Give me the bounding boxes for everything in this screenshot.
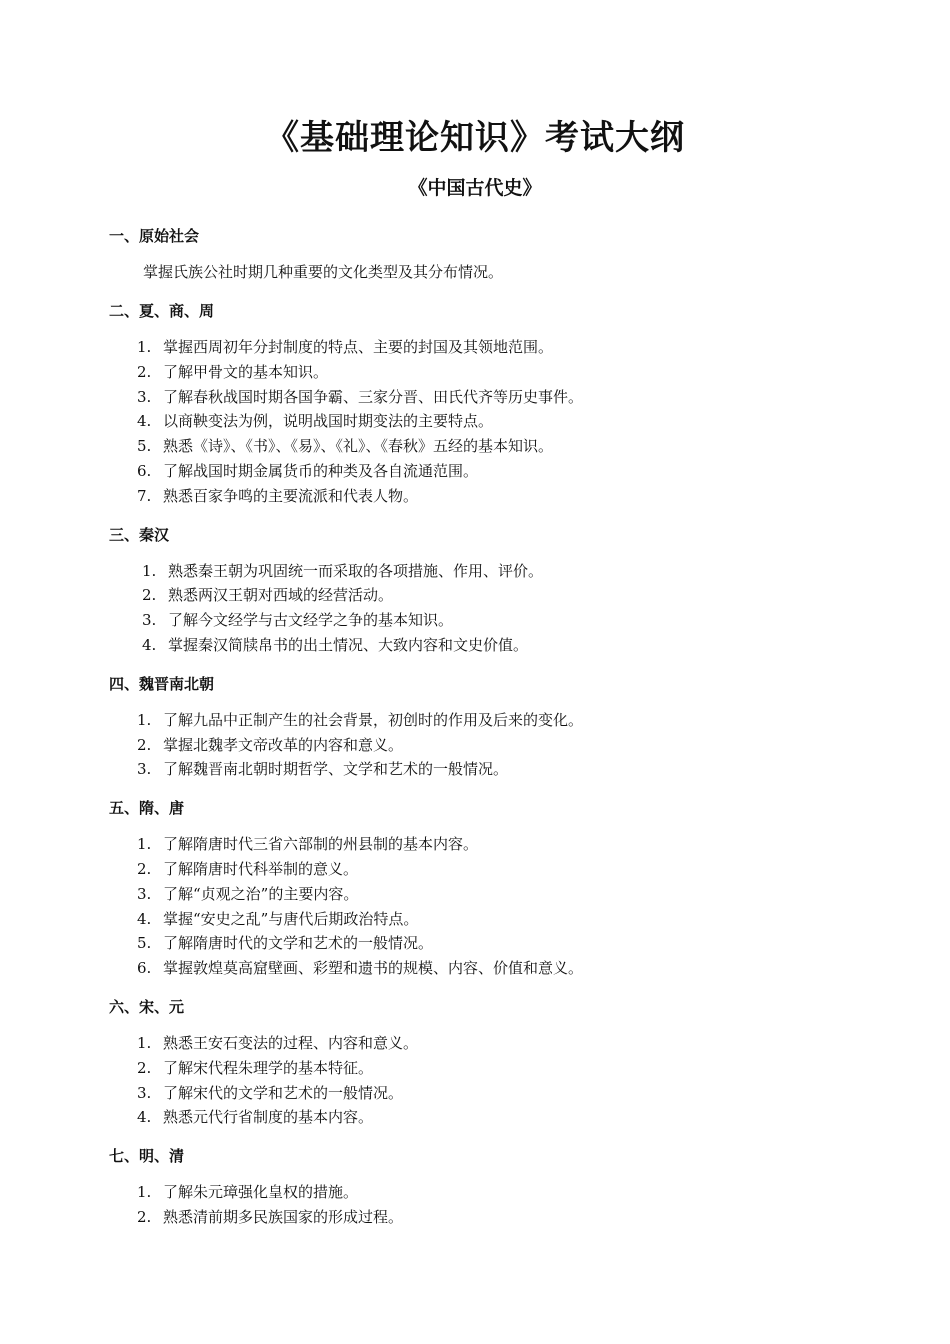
- item-number: 1.: [137, 338, 152, 356]
- item-text: 了解“贞观之治”的主要内容。: [163, 884, 359, 903]
- section-sui-tang: [109, 796, 849, 981]
- item-number: 1.: [137, 710, 152, 729]
- item-text: 了解甲骨文的基本知识。: [163, 362, 329, 381]
- item-text: 了解今文经学与古文经学之争的基本知识。: [168, 611, 454, 630]
- list-item: [137, 459, 849, 484]
- list-item: [137, 857, 849, 882]
- item-text: 掌握北魏孝文帝改革的内容和意义。: [163, 735, 404, 754]
- item-text: 掌握敦煌莫高窟壁画、彩塑和遗书的规模、内容、价值和意义。: [163, 959, 584, 978]
- section-heading: 五、隋、唐: [109, 799, 185, 818]
- section-paragraph: 掌握氏族公社时期几种重要的文化类型及其分布情况。: [143, 263, 504, 281]
- list-item: [137, 1205, 849, 1230]
- section-xia-shang-zhou: [109, 299, 849, 509]
- item-number: 4.: [137, 412, 152, 431]
- item-list: [109, 559, 849, 658]
- section-heading: 四、魏晋南北朝: [109, 674, 215, 693]
- item-number: 3.: [137, 1083, 152, 1102]
- document-body: [109, 224, 849, 1244]
- list-item: [142, 633, 849, 658]
- section-heading: 六、宋、元: [109, 997, 185, 1016]
- item-number: 2.: [137, 1058, 152, 1077]
- section-primitive-society: [109, 224, 849, 285]
- item-number: 2.: [137, 362, 152, 381]
- item-number: 3.: [137, 884, 152, 903]
- item-text: 了解春秋战国时期各国争霸、三家分晋、田氏代齐等历史事件。: [163, 387, 584, 406]
- item-list: [109, 335, 849, 509]
- item-text: 了解隋唐时代三省六部制的州县制的基本内容。: [163, 835, 479, 854]
- item-text: 了解战国时期金属货币的种类及各自流通范围。: [163, 461, 479, 480]
- item-number: 7.: [137, 486, 152, 505]
- item-text: 熟悉元代行省制度的基本内容。: [163, 1108, 374, 1127]
- item-text: 了解魏晋南北朝时期哲学、文学和艺术的一般情况。: [163, 760, 509, 779]
- item-number: 1.: [137, 1033, 152, 1052]
- list-item: [142, 608, 849, 633]
- section-heading: 二、夏、商、周: [109, 302, 215, 320]
- item-number: 4.: [137, 1108, 152, 1127]
- item-text: 了解九品中正制产生的社会背景，初创时的作用及后来的变化。: [163, 710, 584, 729]
- item-number: 4.: [137, 909, 152, 928]
- item-number: 1.: [137, 1183, 152, 1202]
- list-item: [137, 1056, 849, 1081]
- list-item: [137, 907, 849, 932]
- item-number: 2.: [137, 859, 152, 878]
- list-item: [137, 434, 849, 459]
- list-item: [137, 360, 849, 385]
- section-wei-jin-nanbei: [109, 672, 849, 782]
- item-number: 5.: [137, 437, 152, 456]
- item-list: [109, 1031, 849, 1130]
- item-number: 1.: [142, 561, 157, 580]
- item-text: 掌握秦汉简牍帛书的出土情况、大致内容和文史价值。: [168, 635, 529, 654]
- list-item: [137, 757, 849, 782]
- list-item: [137, 832, 849, 857]
- item-list: [109, 708, 849, 782]
- list-item: [137, 385, 849, 410]
- item-number: 2.: [142, 586, 157, 605]
- item-number: 5.: [137, 934, 152, 953]
- item-number: 1.: [137, 835, 152, 854]
- item-text: 熟悉王安石变法的过程、内容和意义。: [163, 1033, 419, 1052]
- list-item: [137, 1180, 849, 1205]
- item-number: 3.: [142, 611, 157, 630]
- item-number: 3.: [137, 760, 152, 779]
- page-subtitle: 《中国古代史》: [408, 177, 542, 199]
- item-list: [109, 1180, 849, 1230]
- item-text: 熟悉百家争鸣的主要流派和代表人物。: [163, 486, 419, 505]
- item-text: 了解隋唐时代科举制的意义。: [163, 859, 359, 878]
- section-ming-qing: [109, 1144, 849, 1230]
- item-text: 熟悉两汉王朝对西域的经营活动。: [168, 586, 394, 605]
- item-number: 6.: [137, 461, 152, 480]
- item-list: [109, 832, 849, 981]
- list-item: [137, 931, 849, 956]
- item-text: 熟悉清前期多民族国家的形成过程。: [163, 1207, 404, 1226]
- list-item: [142, 583, 849, 608]
- list-item: [137, 708, 849, 733]
- page-title: 《基础理论知识》考试大纲: [265, 118, 685, 158]
- item-number: 2.: [137, 735, 152, 754]
- item-text: 了解宋代的文学和艺术的一般情况。: [163, 1083, 404, 1102]
- item-number: 3.: [137, 387, 152, 406]
- item-text: 以商鞅变法为例，说明战国时期变法的主要特点。: [163, 412, 494, 431]
- list-item: [137, 335, 849, 360]
- section-qin-han: [109, 523, 849, 658]
- item-text: 熟悉《诗》、《书》、《易》、《礼》、《春秋》五经的基本知识。: [163, 437, 554, 456]
- list-item: [137, 956, 849, 981]
- list-item: [137, 733, 849, 758]
- section-heading: 七、明、清: [109, 1147, 185, 1166]
- list-item: [137, 1105, 849, 1130]
- list-item: [137, 409, 849, 434]
- list-item: [137, 882, 849, 907]
- item-text: 了解朱元璋强化皇权的措施。: [163, 1183, 359, 1202]
- list-item: [137, 1031, 849, 1056]
- section-song-yuan: [109, 995, 849, 1130]
- item-text: 掌握“安史之乱”与唐代后期政治特点。: [163, 909, 419, 928]
- section-heading: 三、秦汉: [109, 525, 170, 544]
- item-text: 了解宋代程朱理学的基本特征。: [163, 1058, 374, 1077]
- item-number: 4.: [142, 635, 157, 654]
- list-item: [137, 484, 849, 509]
- item-number: 6.: [137, 959, 152, 978]
- list-item: [137, 1081, 849, 1106]
- list-item: [142, 559, 849, 584]
- item-text: 熟悉秦王朝为巩固统一而采取的各项措施、作用、评价。: [168, 561, 544, 580]
- item-text: 掌握西周初年分封制度的特点、主要的封国及其领地范围。: [163, 338, 554, 356]
- item-number: 2.: [137, 1207, 152, 1226]
- item-text: 了解隋唐时代的文学和艺术的一般情况。: [163, 934, 434, 953]
- section-heading: 一、原始社会: [109, 227, 200, 245]
